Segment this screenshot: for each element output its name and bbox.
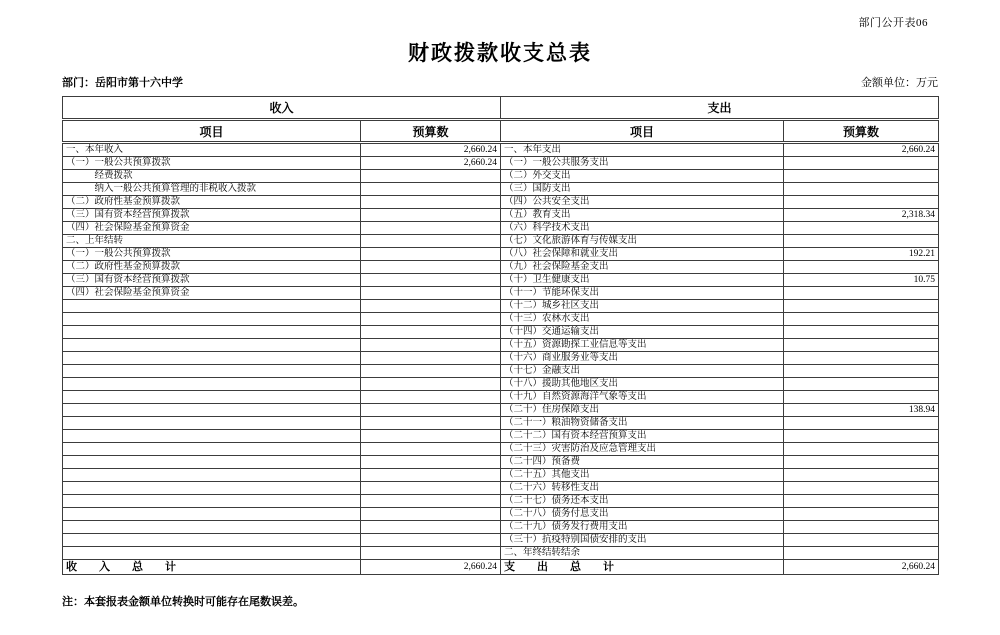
expense-item-cell: （二十九）债务发行费用支出: [501, 521, 784, 534]
income-value-cell: [361, 508, 501, 521]
income-item-cell: （一）一般公共预算拨款: [63, 157, 361, 170]
income-value-cell: 2,660.24: [361, 157, 501, 170]
income-item-cell: （四）社会保险基金预算资金: [63, 287, 361, 300]
expense-value-cell: [784, 495, 939, 508]
income-value-cell: [361, 391, 501, 404]
income-value-cell: 2,660.24: [361, 143, 501, 157]
page-title: 财政拨款收支总表: [408, 41, 592, 65]
income-item-cell: [63, 404, 361, 417]
income-item-cell: （二）政府性基金预算拨款: [63, 196, 361, 209]
table-row: [63, 157, 939, 170]
expense-value-cell: [784, 443, 939, 456]
expense-item-cell: （三十）抗疫特别国债安排的支出: [501, 534, 784, 547]
expense-item-cell: （二）外交支出: [501, 170, 784, 183]
table-row: [63, 261, 939, 274]
table-row: [63, 378, 939, 391]
income-total-label: 收 入 总 计: [63, 560, 361, 575]
income-item-cell: [63, 456, 361, 469]
unit-label: 金额单位：万元: [861, 77, 938, 89]
expense-value-cell: [784, 482, 939, 495]
expense-item-cell: （三）国防支出: [501, 183, 784, 196]
expense-value-cell: [784, 534, 939, 547]
table-row: [63, 521, 939, 534]
expense-item-cell: （七）文化旅游体育与传媒支出: [501, 235, 784, 248]
expense-value-cell: 10.75: [784, 274, 939, 287]
expense-total-label: 支 出 总 计: [501, 560, 784, 575]
table-row: [63, 339, 939, 352]
table-row: [63, 313, 939, 326]
income-value-cell: [361, 430, 501, 443]
expense-value-cell: [784, 365, 939, 378]
expense-value-cell: 2,660.24: [784, 143, 939, 157]
income-value-cell: [361, 209, 501, 222]
expense-item-cell: （十七）金融支出: [501, 365, 784, 378]
expense-value-cell: 138.94: [784, 404, 939, 417]
table-row: [63, 417, 939, 430]
expense-item-cell: （二十八）债务付息支出: [501, 508, 784, 521]
expense-item-cell: （二十三）灾害防治及应急管理支出: [501, 443, 784, 456]
table-footer: [63, 560, 939, 575]
expense-budget-header: 预算数: [784, 120, 939, 143]
expense-item-cell: （四）公共安全支出: [501, 196, 784, 209]
income-item-cell: [63, 443, 361, 456]
income-item-cell: （二）政府性基金预算拨款: [63, 261, 361, 274]
expense-item-cell: （十八）援助其他地区支出: [501, 378, 784, 391]
income-item-cell: [63, 521, 361, 534]
income-item-cell: [63, 417, 361, 430]
expense-total-value: 2,660.24: [784, 560, 939, 575]
expense-value-cell: [784, 339, 939, 352]
income-item-cell: （三）国有资本经营预算拨款: [63, 209, 361, 222]
income-item-cell: 一、本年收入: [63, 143, 361, 157]
income-item-header: 项目: [63, 120, 361, 143]
expense-value-cell: [784, 196, 939, 209]
income-item-cell: [63, 534, 361, 547]
expense-item-cell: （十三）农林水支出: [501, 313, 784, 326]
table-row: [63, 235, 939, 248]
income-item-cell: [63, 482, 361, 495]
expense-value-cell: [784, 456, 939, 469]
table-row: [63, 274, 939, 287]
expense-value-cell: [784, 547, 939, 560]
expense-item-cell: （十六）商业服务业等支出: [501, 352, 784, 365]
table-row: [63, 222, 939, 235]
income-value-cell: [361, 469, 501, 482]
expense-item-cell: （十）卫生健康支出: [501, 274, 784, 287]
income-item-cell: [63, 495, 361, 508]
department-label: 部门：岳阳市第十六中学: [62, 77, 183, 89]
income-value-cell: [361, 352, 501, 365]
income-item-cell: （一）一般公共预算拨款: [63, 248, 361, 261]
expense-item-cell: 一、本年支出: [501, 143, 784, 157]
expense-item-cell: （二十六）转移性支出: [501, 482, 784, 495]
expense-item-cell: （二十）住房保障支出: [501, 404, 784, 417]
income-item-cell: [63, 508, 361, 521]
income-item-cell: 二、上年结转: [63, 235, 361, 248]
income-item-cell: [63, 313, 361, 326]
table-row: [63, 443, 939, 456]
table-row: [63, 143, 939, 157]
expense-item-cell: （九）社会保险基金支出: [501, 261, 784, 274]
income-item-cell: [63, 300, 361, 313]
table-row: [63, 365, 939, 378]
income-value-cell: [361, 404, 501, 417]
income-item-cell: [63, 547, 361, 560]
income-value-cell: [361, 287, 501, 300]
income-value-cell: [361, 313, 501, 326]
table-body: [63, 143, 939, 560]
expense-item-header: 项目: [501, 120, 784, 143]
income-value-cell: [361, 365, 501, 378]
income-value-cell: [361, 235, 501, 248]
expense-item-cell: （一）一般公共服务支出: [501, 157, 784, 170]
table-row: [63, 391, 939, 404]
expense-value-cell: [784, 300, 939, 313]
table-row: [63, 196, 939, 209]
expense-value-cell: [784, 352, 939, 365]
income-value-cell: [361, 534, 501, 547]
table-row: [63, 430, 939, 443]
column-header-row: [63, 120, 939, 143]
table-row: [63, 547, 939, 560]
expense-value-cell: [784, 313, 939, 326]
income-item-cell: （四）社会保险基金预算资金: [63, 222, 361, 235]
income-item-cell: [63, 326, 361, 339]
expense-item-cell: （十五）资源勘探工业信息等支出: [501, 339, 784, 352]
income-value-cell: [361, 170, 501, 183]
expense-item-cell: （十一）节能环保支出: [501, 287, 784, 300]
income-section-header: 收入: [63, 97, 501, 120]
expense-value-cell: [784, 235, 939, 248]
income-item-cell: [63, 378, 361, 391]
income-item-cell: [63, 430, 361, 443]
section-header-row: [63, 97, 939, 120]
income-budget-header: 预算数: [361, 120, 501, 143]
expense-item-cell: （二十四）预备费: [501, 456, 784, 469]
income-value-cell: [361, 495, 501, 508]
total-row: [63, 560, 939, 575]
income-item-cell: [63, 352, 361, 365]
expense-item-cell: （二十七）债务还本支出: [501, 495, 784, 508]
income-value-cell: [361, 326, 501, 339]
expense-value-cell: [784, 157, 939, 170]
expense-section-header: 支出: [501, 97, 939, 120]
expense-value-cell: [784, 469, 939, 482]
expense-value-cell: [784, 287, 939, 300]
income-value-cell: [361, 378, 501, 391]
income-value-cell: [361, 274, 501, 287]
income-total-value: 2,660.24: [361, 560, 501, 575]
expense-item-cell: （五）教育支出: [501, 209, 784, 222]
expense-value-cell: [784, 222, 939, 235]
expense-item-cell: （十九）自然资源海洋气象等支出: [501, 391, 784, 404]
income-item-cell: 纳入一般公共预算管理的非税收入拨款: [63, 183, 361, 196]
table-row: [63, 404, 939, 417]
income-value-cell: [361, 547, 501, 560]
expense-value-cell: [784, 430, 939, 443]
table-row: [63, 287, 939, 300]
income-value-cell: [361, 248, 501, 261]
table-row: [63, 183, 939, 196]
income-value-cell: [361, 521, 501, 534]
table-row: [63, 326, 939, 339]
income-item-cell: [63, 339, 361, 352]
income-value-cell: [361, 417, 501, 430]
expense-value-cell: [784, 417, 939, 430]
table-row: [63, 456, 939, 469]
income-item-cell: [63, 469, 361, 482]
expense-value-cell: [784, 508, 939, 521]
budget-table: [62, 96, 939, 575]
expense-value-cell: [784, 391, 939, 404]
income-value-cell: [361, 300, 501, 313]
expense-item-cell: （八）社会保障和就业支出: [501, 248, 784, 261]
table-row: [63, 170, 939, 183]
expense-value-cell: [784, 378, 939, 391]
table-row: [63, 482, 939, 495]
income-value-cell: [361, 482, 501, 495]
doc-code: 部门公开表06: [858, 17, 928, 29]
expense-value-cell: [784, 521, 939, 534]
expense-value-cell: 2,318.34: [784, 209, 939, 222]
table-row: [63, 534, 939, 547]
table-row: [63, 469, 939, 482]
expense-value-cell: 192.21: [784, 248, 939, 261]
expense-item-cell: （六）科学技术支出: [501, 222, 784, 235]
income-value-cell: [361, 339, 501, 352]
table-row: [63, 248, 939, 261]
table-row: [63, 300, 939, 313]
expense-value-cell: [784, 326, 939, 339]
table-row: [63, 508, 939, 521]
expense-value-cell: [784, 261, 939, 274]
expense-item-cell: 二、年终结转结余: [501, 547, 784, 560]
income-item-cell: [63, 365, 361, 378]
meta-row: [62, 74, 938, 90]
income-value-cell: [361, 183, 501, 196]
income-item-cell: 经费拨款: [63, 170, 361, 183]
income-value-cell: [361, 443, 501, 456]
table-row: [63, 352, 939, 365]
footnote: 注：本套报表金额单位转换时可能存在尾数误差。: [62, 596, 304, 608]
income-item-cell: [63, 391, 361, 404]
table-row: [63, 495, 939, 508]
expense-value-cell: [784, 183, 939, 196]
expense-value-cell: [784, 170, 939, 183]
expense-item-cell: （二十一）粮油物资储备支出: [501, 417, 784, 430]
expense-item-cell: （二十二）国有资本经营预算支出: [501, 430, 784, 443]
expense-item-cell: （十二）城乡社区支出: [501, 300, 784, 313]
table-header: [63, 97, 939, 143]
income-item-cell: （三）国有资本经营预算拨款: [63, 274, 361, 287]
expense-item-cell: （十四）交通运输支出: [501, 326, 784, 339]
table-row: [63, 209, 939, 222]
income-value-cell: [361, 261, 501, 274]
income-value-cell: [361, 456, 501, 469]
income-value-cell: [361, 196, 501, 209]
income-value-cell: [361, 222, 501, 235]
expense-item-cell: （二十五）其他支出: [501, 469, 784, 482]
